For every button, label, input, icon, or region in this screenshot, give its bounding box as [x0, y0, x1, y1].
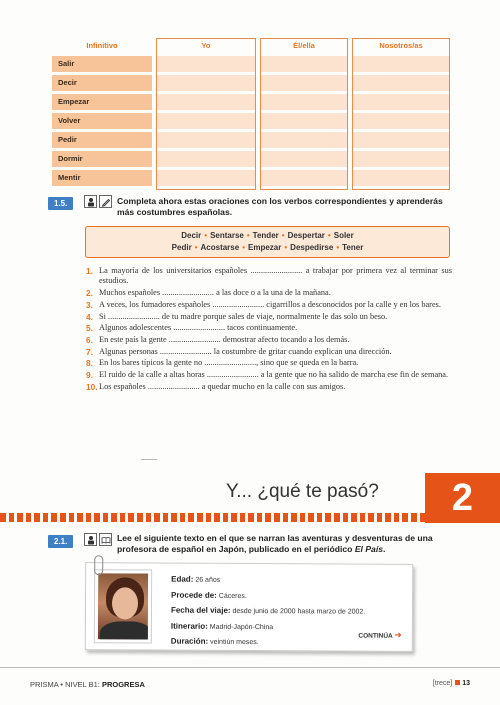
- answer-cell[interactable]: [260, 132, 348, 148]
- sentence-number: 10.: [86, 381, 98, 392]
- sentence-list: [86, 266, 452, 393]
- word-bank-line: [86, 230, 449, 242]
- arrow-right-icon: ➜: [394, 629, 402, 640]
- bullet-separator: •: [336, 243, 340, 252]
- page-divider: [0, 667, 500, 668]
- verb-cell: Mentir: [52, 170, 152, 186]
- answer-cell[interactable]: [260, 56, 348, 72]
- profile-card: [85, 562, 413, 652]
- answer-cell[interactable]: [352, 170, 450, 186]
- table-row: [52, 73, 450, 92]
- answer-cell[interactable]: [260, 151, 348, 167]
- list-item: [86, 335, 452, 345]
- word-bank-line: [86, 242, 449, 254]
- answer-cell[interactable]: [156, 132, 256, 148]
- verb-cell: Salir: [52, 56, 152, 72]
- answer-cell[interactable]: [156, 170, 256, 186]
- conjugation-table: [52, 38, 450, 187]
- table-row: [52, 92, 450, 111]
- sentence-text: En los bares típicos la gente no ........................., sino que se queda en la barra.: [99, 358, 359, 368]
- table-header: [52, 38, 450, 54]
- list-item: [86, 382, 452, 392]
- table-row: [52, 54, 450, 73]
- sentence-text: El ruido de la calle a altas horas ......................... a la gente que no ha salido de marcha ese fin de semana.: [99, 370, 449, 380]
- verb-cell: Empezar: [52, 94, 152, 110]
- list-item: [86, 288, 452, 298]
- verb-word-bank: [85, 226, 450, 258]
- bullet-separator: •: [246, 231, 250, 240]
- answer-cell[interactable]: [260, 75, 348, 91]
- exercise-number-badge: 1.5.: [48, 197, 73, 210]
- profile-age: Edad: 26 años: [171, 574, 221, 584]
- exercise-instruction: Completa ahora estas oraciones con los verbos correspondientes y aprenderás más costumbres españolas.: [117, 196, 443, 217]
- sentence-text: En este país la gente ......................... demostrar afecto tocando a los demás.: [99, 334, 350, 344]
- word-item: Despedirse: [290, 243, 334, 252]
- header-nosotros: Nosotros/as: [379, 41, 423, 50]
- word-item: Tender: [252, 231, 279, 240]
- list-item: [86, 370, 452, 380]
- footer-book-title: PRISMA • NIVEL B1: PROGRESA: [30, 680, 145, 689]
- bullet-separator: •: [284, 243, 288, 252]
- answer-cell[interactable]: [156, 75, 256, 91]
- word-item: Acostarse: [200, 243, 240, 252]
- unit-title: Y... ¿qué te pasó?: [226, 481, 379, 502]
- unit-divider: [0, 513, 425, 522]
- bullet-separator: •: [194, 243, 198, 252]
- sentence-number: 8.: [86, 358, 93, 369]
- answer-cell[interactable]: [352, 132, 450, 148]
- sentence-number: 1.: [86, 266, 93, 276]
- sentence-number: 9.: [86, 370, 93, 381]
- answer-cell[interactable]: [260, 94, 348, 110]
- answer-cell[interactable]: [352, 94, 450, 110]
- sentence-number: 4.: [86, 311, 93, 322]
- table-row: [52, 111, 450, 130]
- word-item: Empezar: [248, 243, 282, 252]
- list-item: [86, 266, 452, 287]
- sentence-number: 7.: [86, 346, 93, 357]
- answer-cell[interactable]: [352, 113, 450, 129]
- paperclip-icon: [94, 555, 103, 575]
- profile-duration: Duración: veintiún meses.: [170, 636, 259, 647]
- answer-cell[interactable]: [260, 170, 348, 186]
- verb-cell: Decir: [52, 75, 152, 91]
- newspaper-name: El País: [354, 544, 383, 554]
- answer-cell[interactable]: [352, 75, 450, 91]
- sentence-text: Si ......................... de tu madre porque sales de viaje, normalmente le das solo un beso.: [99, 311, 388, 321]
- answer-cell[interactable]: [156, 151, 256, 167]
- individual-work-icon: [84, 533, 97, 546]
- sentence-number: 3.: [86, 299, 93, 310]
- list-item: [86, 358, 452, 368]
- continue-link[interactable]: CONTINÚA ➜: [358, 629, 402, 640]
- exercise-number-badge: 2.1.: [48, 535, 73, 548]
- sentence-number: 2.: [86, 288, 93, 299]
- word-item: Despertar: [287, 231, 325, 240]
- table-row: [52, 130, 450, 149]
- header-yo: Yo: [201, 41, 211, 50]
- word-item: Pedir: [171, 243, 192, 252]
- list-item: [86, 323, 452, 333]
- individual-work-icon: [84, 195, 97, 208]
- sentence-text: Muchos españoles ......................... a las doce o a la una de la mañana.: [99, 288, 331, 298]
- bullet-separator: •: [281, 231, 285, 240]
- verb-cell: Volver: [52, 113, 152, 129]
- answer-cell[interactable]: [352, 56, 450, 72]
- sentence-text: A veces, los fumadores españoles ......................... cigarrillos a desconocidos por la calle y en los bares.: [99, 299, 441, 309]
- sentence-number: 5.: [86, 323, 93, 334]
- square-bullet-icon: [455, 680, 460, 685]
- word-item: Decir: [181, 231, 202, 240]
- trailing-dots: ........: [141, 453, 157, 462]
- verb-cell: Pedir: [52, 132, 152, 148]
- table-row: [52, 149, 450, 168]
- bullet-separator: •: [242, 243, 245, 252]
- word-item: Tener: [342, 243, 364, 252]
- sentence-text: Los españoles ......................... a quedar mucho en la calle con sus amigos.: [99, 381, 346, 391]
- write-pencil-icon: [99, 195, 112, 208]
- list-item: [86, 347, 452, 357]
- sentence-text: La mayoría de los universitarios españoles ......................... a trabajar por primera vez al terminar sus estudios.: [99, 266, 452, 286]
- header-infinitivo: Infinitivo: [86, 41, 118, 50]
- reading-icon: [99, 533, 112, 546]
- list-item: [86, 312, 452, 322]
- profile-photo: [95, 570, 151, 642]
- answer-cell[interactable]: [156, 56, 256, 72]
- answer-cell[interactable]: [352, 151, 450, 167]
- word-item: Sentarse: [210, 231, 244, 240]
- profile-origin: Procede de: Cáceres.: [171, 590, 247, 600]
- sentence-text: Algunas personas ......................... la costumbre de gritar cuando explican una dirección.: [99, 346, 392, 356]
- header-el-ella: Él/ella: [293, 41, 315, 50]
- bullet-separator: •: [204, 231, 208, 240]
- answer-cell[interactable]: [260, 113, 348, 129]
- table-row: [52, 168, 450, 187]
- exercise-instruction: Lee el siguiente texto en el que se narran las aventuras y desventuras de una profesora de español en Japón, publicado en el periódico El País.: [117, 533, 433, 554]
- page-number: [trece] 13: [432, 680, 470, 687]
- list-item: [86, 300, 452, 310]
- bullet-separator: •: [327, 231, 331, 240]
- verb-cell: Dormir: [52, 151, 152, 167]
- unit-number: 2: [425, 473, 500, 523]
- profile-itinerary: Itinerario: Madrid-Japón-China: [170, 621, 274, 631]
- sentence-number: 6.: [86, 334, 93, 345]
- word-item: Soler: [333, 231, 354, 240]
- profile-trip-date: Fecha del viaje: desde junio de 2000 hasta marzo de 2002.: [170, 605, 366, 616]
- answer-cell[interactable]: [156, 113, 256, 129]
- answer-cell[interactable]: [156, 94, 256, 110]
- sentence-text: Algunos adolescentes ......................... tacos continuamente.: [99, 323, 298, 333]
- profile-info: [171, 573, 366, 652]
